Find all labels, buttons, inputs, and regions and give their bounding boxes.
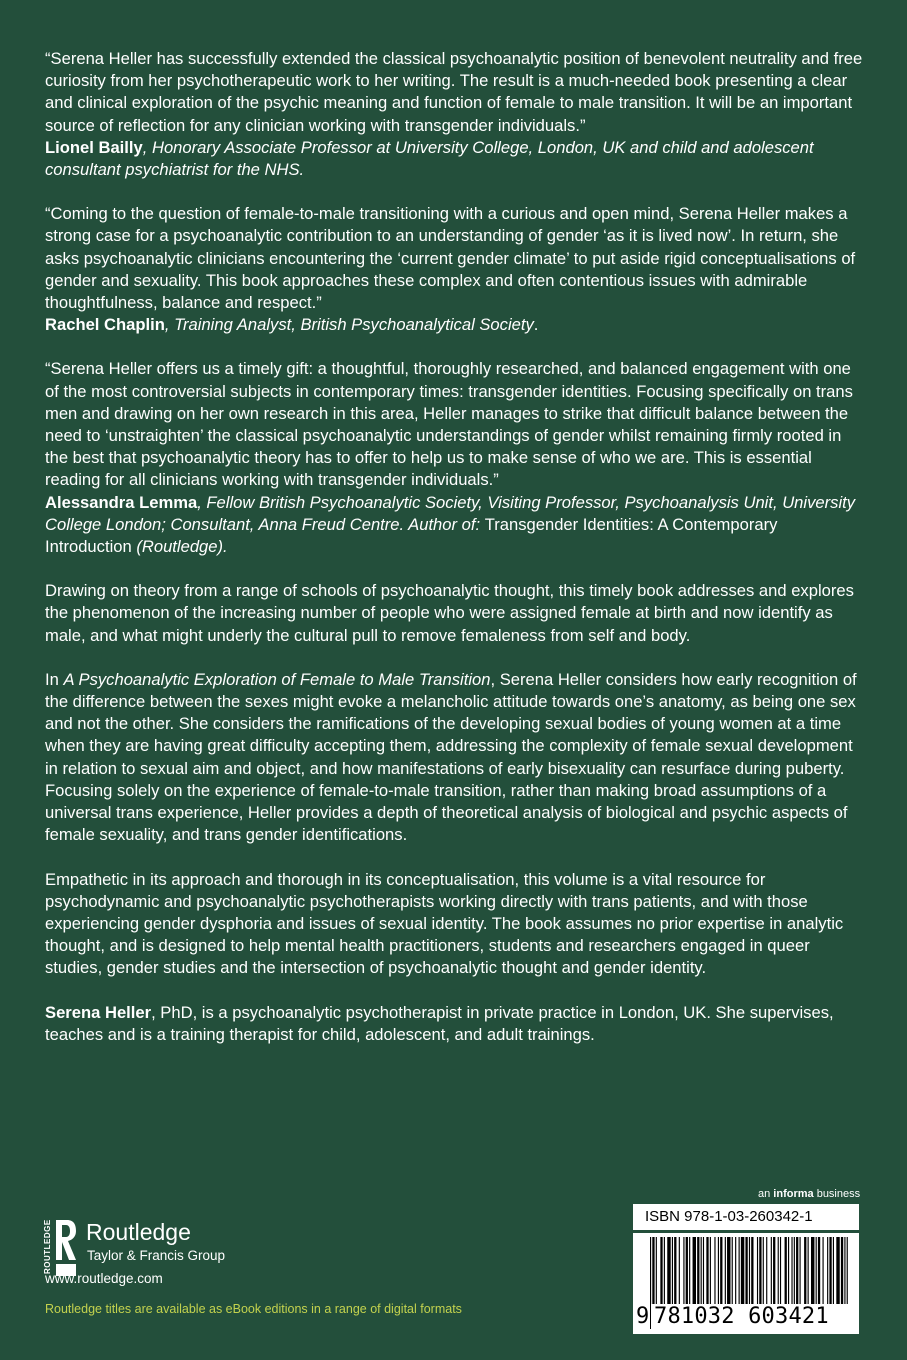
endorser-name: Alessandra Lemma	[45, 492, 198, 512]
barcode-bar	[739, 1237, 740, 1305]
endorser-affiliation: , Honorary Associate Professor at University College, London, UK and child and adolescent consultant psychiatrist for the NHS.	[45, 137, 814, 180]
author-bio: Serena Heller, PhD, is a psychoanalytic psychotherapist in private practice in London, UK. She supervises, teaches and is a training therapist for child, adolescent, and adult trainings.	[45, 1002, 834, 1044]
barcode-bar	[773, 1237, 775, 1305]
endorsement-2: “Coming to the question of female-to-male transitioning with a curious and open mind, Serena Heller makes a strong case for a psychoanalytic contribution to an understanding of gender ‘as it is lived now’. In return, she asks psychoanalytic clinicians encountering the ‘current gender climate’ to put aside rigid conceptualisations of gender and sexuality. This book approaches these complex and often contentious issues with admirable thoughtfulness, balance and respect.” Rachel Chaplin, Training Analyst, British Psychoanalytical Society.	[45, 203, 865, 336]
barcode-bar	[796, 1237, 798, 1305]
barcode-bar	[745, 1237, 747, 1305]
ebook-note: Routledge titles are available as eBook editions in a range of digital formats	[45, 1302, 462, 1316]
barcode-bar	[727, 1237, 730, 1305]
barcode-bar	[664, 1237, 665, 1305]
barcode-bar	[725, 1237, 726, 1305]
barcode-bar	[794, 1237, 795, 1305]
book-title: A Psychoanalytic Exploration of Female to Male Transition	[63, 669, 491, 689]
publisher-website[interactable]: www.routledge.com	[45, 1271, 163, 1286]
barcode-bar	[829, 1237, 831, 1305]
cover-text	[45, 48, 865, 1068]
barcode-bar	[800, 1237, 801, 1305]
endorsement-3: “Serena Heller offers us a timely gift: a thoughtful, thoroughly researched, and balanced engagement with one of the most controversial subjects in contemporary times: transgender identities. Focusing specifically on trans men and drawing on her own research in this area, Heller manages to strike that difficult balance between the need to ‘unstraighten’ the classical psychoanalytic understandings of gender whilst remaining firmly rooted in the best that psychoanalytic theory has to offer to help us to make sense of who we are. This is essential reading for all clinicians working with transgender individuals.” Alessandra Lemma, Fellow British Psychoanalytic Society, Visiting Professor, Psychoanalysis Unit, University College London; Consultant, Anna Freud Centre. Author of: Transgender Identities: A Contemporary Introduction (Routledge).	[45, 358, 865, 558]
barcode-bar	[771, 1237, 772, 1305]
barcode-bar	[683, 1237, 684, 1305]
barcode-bar	[697, 1237, 699, 1305]
isbn-label: ISBN 978-1-03-260342-1	[633, 1204, 859, 1230]
barcode-bar	[686, 1237, 688, 1305]
barcode-bar	[808, 1237, 809, 1305]
barcode-bar	[703, 1237, 704, 1305]
informa-label: an informa business	[758, 1188, 861, 1200]
description-paragraph: In A Psychoanalytic Exploration of Female to Male Transition, Serena Heller considers how early recognition of the difference between the sexes might evoke a melancholic attitude towards one’s anatomy, as being one sex and not the other. She considers the ramifications of the developing sexual bodies of young women at a time when they are having great difficulty accepting them, addressing the complexity of female sexual development in relation to sexual aim and object, and how manifestations of early bisexuality can resurface during puberty. Focusing solely on the experience of female-to-male transition, rather than making broad assumptions of a universal trans experience, Heller provides a depth of theoretical analysis of biological and psychic aspects of female sexuality, and trans gender identifications.	[45, 669, 857, 845]
barcode-bar	[674, 1237, 676, 1305]
barcode-bar	[693, 1237, 696, 1305]
barcode-bar	[732, 1237, 733, 1305]
barcode-bar	[720, 1237, 722, 1305]
barcode-digits: 781032 603421	[651, 1304, 858, 1330]
endorser-affiliation: , Training Analyst, British Psychoanalytical Society	[164, 315, 534, 335]
barcode-bar	[714, 1237, 715, 1305]
barcode-bar	[823, 1237, 824, 1305]
barcode-bar	[741, 1237, 744, 1305]
barcode-lead-digit: 9	[636, 1304, 650, 1329]
barcode-bar	[780, 1237, 781, 1305]
barcode-bar	[757, 1237, 758, 1305]
barcode-bar	[656, 1237, 657, 1305]
barcode-bar	[791, 1237, 792, 1305]
endorser-affiliation: , Fellow British Psychoanalytic Society, Visiting Professor, Psychoanalysis Unit, University College London; Consultant, Anna Freud Centre. Author of:	[45, 492, 856, 534]
barcode-bar	[804, 1237, 806, 1305]
barcode-bar	[735, 1237, 736, 1305]
endorser-book-title: Transgender Identities: A Contemporary Introduction	[45, 514, 778, 557]
barcode-bar	[827, 1237, 828, 1305]
endorsement-quote: “Coming to the question of female-to-male transitioning with a curious and open mind, Serena Heller makes a strong case for a psychoanalytic contribution to an understanding of gender ‘as it is lived now’. In return, she asks psychoanalytic clinicians encountering the ‘current gender climate’ to put aside rigid conceptualisations of gender and sexuality. This book approaches these complex and often contentious issues with admirable thoughtfulness, balance and respect.”	[45, 204, 856, 313]
barcode-bar	[833, 1237, 834, 1305]
barcode-bar	[811, 1237, 814, 1305]
description-paragraph: Empathetic in its approach and thorough in its conceptualisation, this volume is a vital resource for psychodynamic and psychoanalytic psychotherapists working directly with trans patients, and with those experiencing gender dysphoria and issues of sexual identity. The book assumes no prior expertise in analytic thought, and is designed to help mental health practitioners, students and researchers engaged in queer studies, gender studies and the intersection of psychoanalytic thought and gender identity.	[45, 869, 844, 978]
barcode-bar	[701, 1237, 702, 1305]
endorsement-1	[45, 48, 865, 181]
barcode-bar	[841, 1237, 843, 1305]
author-name: Serena Heller	[45, 1002, 152, 1022]
routledge-r-icon	[54, 1220, 76, 1276]
barcode-bar	[660, 1237, 662, 1305]
barcode-bar	[679, 1237, 680, 1305]
barcode-bar	[818, 1237, 820, 1305]
barcode-bar	[763, 1237, 764, 1305]
barcode-bar	[785, 1237, 787, 1305]
barcode-bar	[706, 1237, 708, 1305]
barcode-bar	[672, 1237, 673, 1305]
barcode-bar	[710, 1237, 711, 1305]
barcode-bar	[759, 1237, 761, 1305]
endorser-name: Lionel Bailly	[45, 137, 143, 157]
barcode-bar	[667, 1237, 670, 1305]
barcode-bar	[766, 1237, 767, 1305]
endorsement-quote: “Serena Heller offers us a timely gift: a thoughtful, thoroughly researched, and balanced engagement with one of the most controversial subjects in contemporary times: transgender identities. Focusing specifically on trans men and drawing on her own research in this area, Heller manages to strike that difficult balance between the need to ‘unstraighten’ the classical psychoanalytic understandings of gender whilst remaining firmly rooted in the best that psychoanalytic theory has to offer to help us to make sense of who we are. This is essential reading for all clinicians working with transgender individuals.”	[45, 359, 853, 490]
description-paragraph: Drawing on theory from a range of schools of psychoanalytic thought, this timely book addresses and explores the phenomenon of the increasing number of people who were assigned female at birth and now identify as male, and what might underly the cultural pull to remove femaleness from self and body.	[45, 581, 854, 645]
publisher-group: Taylor & Francis Group	[87, 1248, 226, 1263]
barcode-bar	[689, 1237, 690, 1305]
barcode-bar	[778, 1237, 779, 1305]
barcode-bar	[788, 1237, 789, 1305]
endorser-name: Rachel Chaplin	[45, 315, 165, 335]
barcode-bar	[718, 1237, 719, 1305]
endorsement-quote: “Serena Heller has successfully extended the classical psychoanalytic position of benevolent neutrality and free curiosity from her psychotherapeutic work to her writing. The result is a much-needed book presenting a clear and clinical exploration of the psychic meaning and function of female to male transition. It will be an important source of reflection for any clinician working with transgender individuals.”	[45, 49, 863, 135]
routledge-logo-icon: ROUTLEDGE	[42, 1218, 78, 1276]
publisher-name: Routledge	[86, 1219, 191, 1245]
barcode-bar	[836, 1237, 839, 1305]
barcode-bar	[816, 1237, 817, 1305]
